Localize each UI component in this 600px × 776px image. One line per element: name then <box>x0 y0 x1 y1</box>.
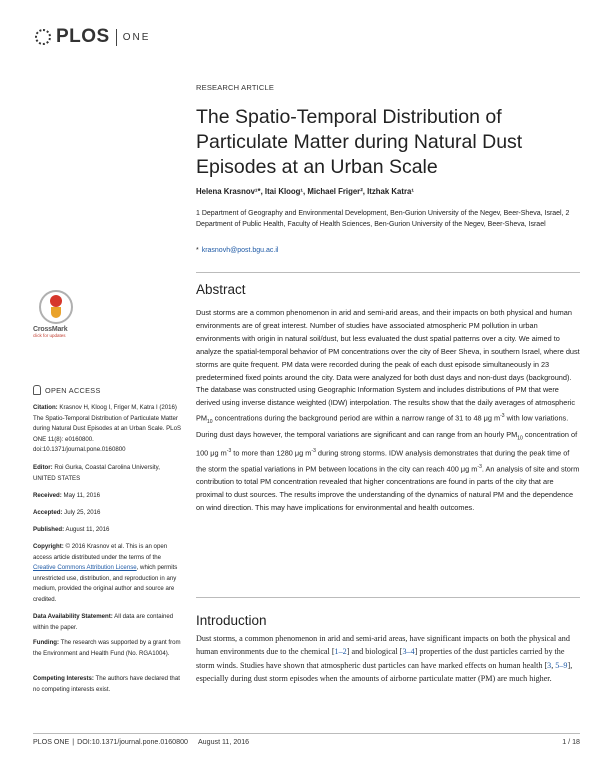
footer-journal: PLOS ONE <box>33 738 70 746</box>
published-block: Published: August 11, 2016 <box>33 526 110 533</box>
logo-divider <box>116 29 117 46</box>
plos-one-logo <box>33 26 150 48</box>
article-type: RESEARCH ARTICLE <box>196 83 275 92</box>
open-lock-icon <box>33 385 41 395</box>
page-number: 1 / 18 <box>562 738 580 746</box>
crossmark-icon <box>39 290 73 324</box>
introduction-text: Dust storms, a common phenomenon in arid and semi-arid areas, have significant impacts on both the physical and human environments due to the chemical [1–2] and biological [3–4] properties of the dust particles carried by the storm winds. Studies have shown that atmospheric dust particles can have marked effects on human health [3, 5–9], especially during dust storm episodes when the amounts of airborne particulate matter (PM) are much higher. <box>196 634 573 683</box>
divider <box>196 272 580 273</box>
article-title: The Spatio-Temporal Distribution of Particulate Matter during Natural Dust Episodes at an Urban Scale <box>196 106 523 178</box>
corresponding-author <box>196 247 278 254</box>
author-list[interactable]: Helena Krasnov¹*, Itai Kloog¹, Michael Friger², Itzhak Katra¹ <box>196 187 414 196</box>
page-footer: PLOS ONE | DOI:10.1371/journal.pone.0160800 August 11, 2016 <box>33 738 250 746</box>
introduction-heading: Introduction <box>196 613 267 628</box>
citation-block: Citation: Krasnov H, Kloog I, Friger M, Katra I (2016) The Spatio-Temporal Distribution of Particulate Matter during Natural Dust Episodes at an Urban Scale. PLoS ONE 11(8): e0160800. doi:10.1371/journal.pone.0160800 <box>33 404 182 454</box>
logo-plos-text: PLOS <box>56 26 110 47</box>
footer-divider <box>33 733 580 734</box>
reference-link[interactable]: 1–2 <box>334 647 347 657</box>
abstract-heading: Abstract <box>196 282 246 297</box>
funding-block: Funding: The research was supported by a grant from the Environment and Health Fund (No. RGA1004). <box>33 639 181 657</box>
logo-journal-text: ONE <box>122 31 151 43</box>
open-access-badge <box>33 385 101 395</box>
open-access-label: OPEN ACCESS <box>45 385 101 395</box>
crossmark-label: CrossMark <box>33 326 68 333</box>
editor-block: Editor: Roi Gurka, Coastal Carolina University, UNITED STATES <box>33 464 160 482</box>
reference-link[interactable]: 3 <box>547 660 552 670</box>
competing-interests-block: Competing Interests: The authors have declared that no competing interests exist. <box>33 675 180 693</box>
reference-link[interactable]: 5–9 <box>555 660 568 670</box>
affiliations: 1 Department of Geography and Environmental Development, Ben-Gurion University of the Negev, Beer-Sheva, Israel, 2 Department of Public Health, Faculty of Health Sciences, Ben-Gurion University of the Negev, Beer-Sheva, Israel <box>196 210 570 228</box>
copyright-block: Copyright: © 2016 Krasnov et al. This is an open access article distributed under the terms of the Creative Commons Attribution License, which permits unrestricted use, distribution, and reproduction in any medium, provided the original author and source are credited. <box>33 543 178 603</box>
plos-logo-icon <box>33 27 53 47</box>
data-availability-block: Data Availability Statement: All data are contained within the paper. <box>33 613 174 631</box>
footer-date: August 11, 2016 <box>197 738 250 746</box>
abstract-text: Dust storms are a common phenomenon in arid and semi-arid areas, and their impacts on both physical and human environments are of great interest. Number of studies have associated atmospheric PM pollution in urban environments with origin in natural soil/dust, but less evaluated the dust spatial patterns over a city. We aimed to analyze the spatial-temporal behavior of PM concentrations over the city of Beer Sheva, in southern Israel, where dust storms are quite frequent. PM data were recorded during the peak of each dust episode simultaneously in 23 predetermined fixed points around the city. Data were analyzed for both dust days and non-dust days (background). The database was constructed using Geographic Information System and includes distributions of PM that were derived using inverse distance weighted (IDW) interpolation. The results show that the daily averages of atmospheric $PM_{10}$ concentrations during the background period are within a narrow range of 31 to 48 μg $m^{-3}$ with low variations. During dust days however, the temporal variations are significant and can range from an hourly $PM_{10}$ concentration of 100 μg $m^{-3}$ to more than 1280 μg $m^{-3}$ during strong storms. IDW analysis demonstrates that during the peak time of the storm the spatial variations in PM between locations in the city can reach 400 μg $m^{-3}$. An analysis of site and storm contribution to total PM concentration revealed that higher concentrations are found in parts of the city that are proximal to dust sources. The results improve the understanding of the dynamics of natural PM and the dependence on wind direction. This may have implications for environmental and health outcomes. <box>196 308 580 512</box>
crossmark-sublabel: click for updates <box>33 333 66 338</box>
received-block: Received: May 11, 2016 <box>33 492 100 499</box>
divider <box>196 597 580 598</box>
footer-doi: DOI:10.1371/journal.pone.0160800 <box>77 738 188 746</box>
corresponding-star: * <box>196 247 199 254</box>
crossmark-badge[interactable] <box>33 290 79 338</box>
license-link[interactable]: Creative Commons Attribution License <box>33 564 137 572</box>
corresponding-email-link[interactable]: krasnovh@post.bgu.ac.il <box>201 247 279 254</box>
accepted-block: Accepted: July 25, 2016 <box>33 509 101 516</box>
reference-link[interactable]: 3–4 <box>402 647 415 657</box>
